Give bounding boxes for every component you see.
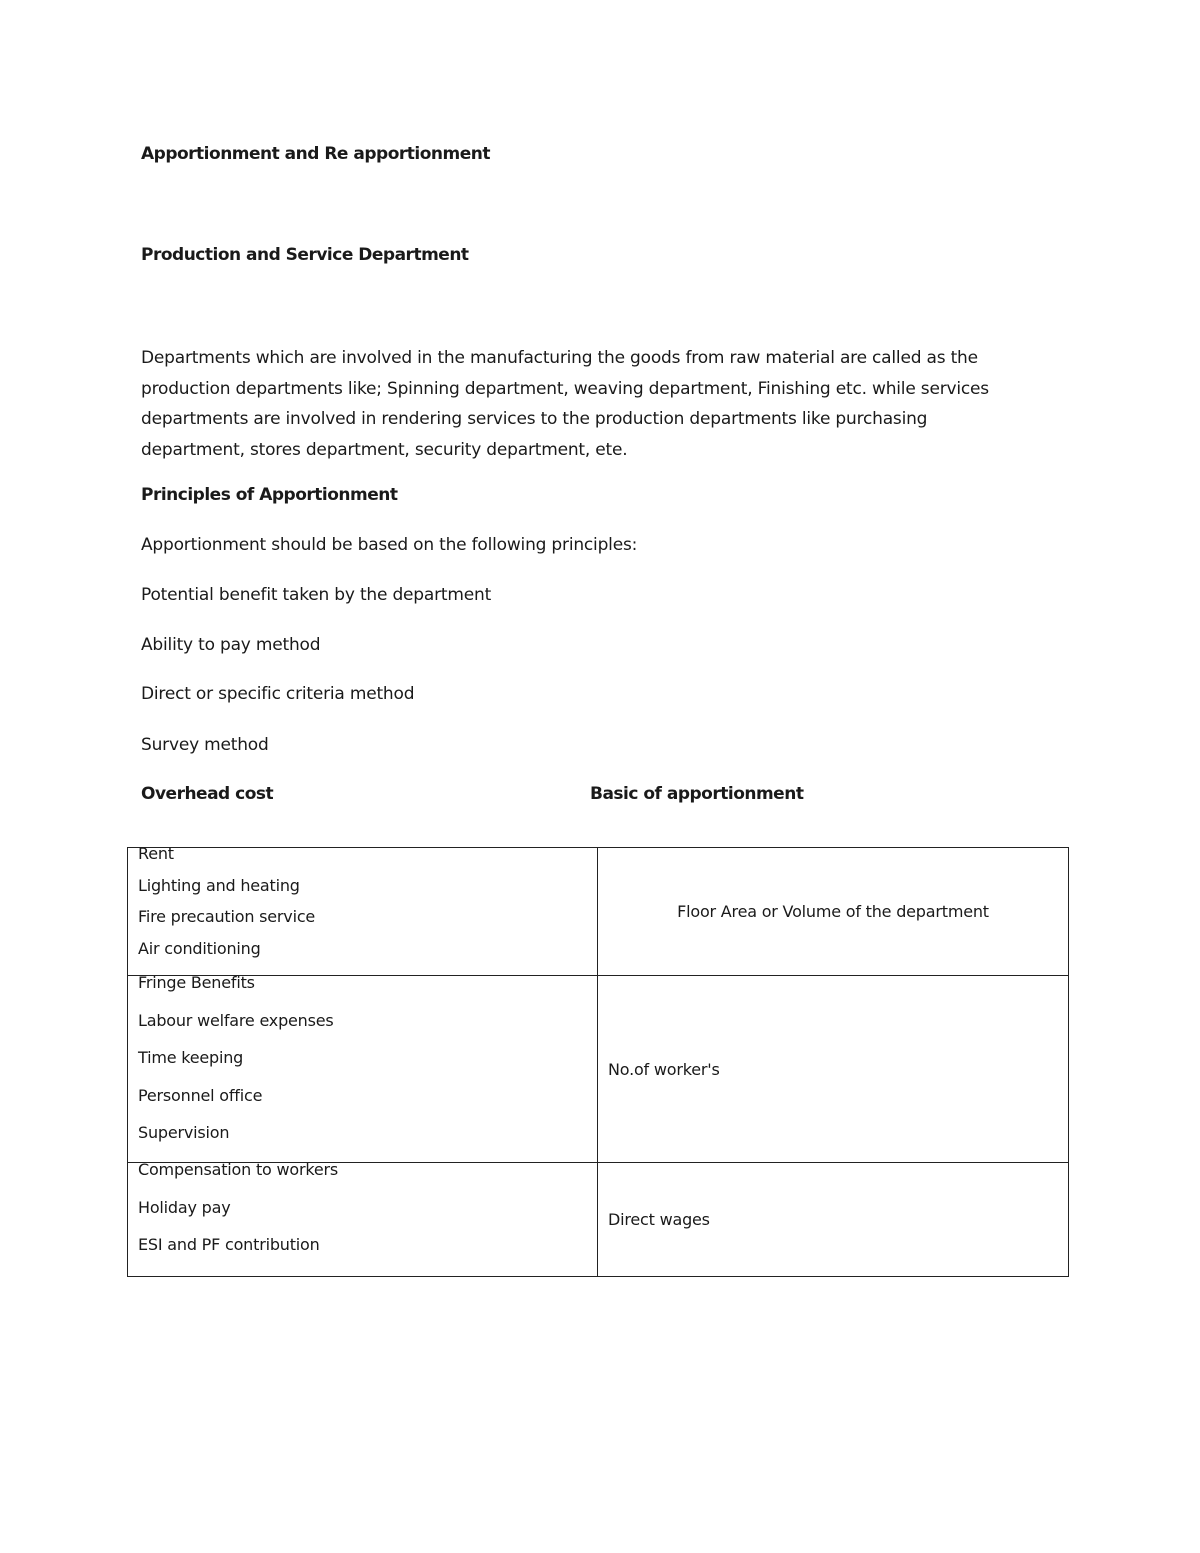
basis-cell: No.of worker's	[598, 976, 1069, 1163]
overhead-item: Rent	[138, 844, 174, 863]
section-heading-production-service: Production and Service Department	[141, 245, 469, 265]
overhead-item: Labour welfare expenses	[138, 1010, 334, 1030]
table-header-overhead-cost: Overhead cost	[141, 784, 274, 804]
basis-cell: Floor Area or Volume of the department	[598, 848, 1069, 976]
overhead-items-cell	[128, 1160, 598, 1277]
principles-intro: Apportionment should be based on the following principles:	[141, 535, 638, 555]
principle-item: Direct or specific criteria method	[141, 684, 415, 704]
paragraph-line: production departments like; Spinning department, weaving department, Finishing etc. while services	[141, 378, 989, 399]
table-row	[128, 1163, 1069, 1277]
table-row	[128, 848, 1069, 976]
document-title: Apportionment and Re apportionment	[141, 144, 490, 164]
principle-item: Survey method	[141, 735, 269, 755]
paragraph-line: department, stores department, security department, ete.	[141, 439, 628, 460]
paragraph-line: departments are involved in rendering services to the production departments like purchasing	[141, 409, 928, 429]
overhead-table	[127, 844, 1069, 1277]
overhead-item: Supervision	[138, 1123, 230, 1142]
table-header-basis: Basic of apportionment	[590, 784, 804, 804]
overhead-item: ESI and PF contribution	[138, 1235, 320, 1254]
overhead-item: Compensation to workers	[138, 1160, 339, 1179]
basis-cell: Direct wages	[598, 1163, 1069, 1277]
intro-paragraph	[141, 343, 1061, 465]
principle-item: Ability to pay method	[141, 635, 321, 655]
overhead-items-cell	[128, 973, 598, 1163]
principle-item: Potential benefit taken by the department	[141, 585, 492, 605]
overhead-item: Time keeping	[138, 1048, 244, 1067]
section-heading-principles: Principles of Apportionment	[141, 485, 398, 505]
paragraph-line: Departments which are involved in the manufacturing the goods from raw material are called as the	[141, 348, 978, 368]
overhead-item: Personnel office	[138, 1085, 263, 1105]
table-row	[128, 976, 1069, 1163]
overhead-item: Fire precaution service	[138, 907, 316, 926]
overhead-item: Lighting and heating	[138, 875, 300, 895]
overhead-items-cell	[128, 844, 598, 976]
overhead-item: Holiday pay	[138, 1197, 231, 1217]
overhead-item: Air conditioning	[138, 938, 261, 958]
overhead-item: Fringe Benefits	[138, 973, 255, 992]
